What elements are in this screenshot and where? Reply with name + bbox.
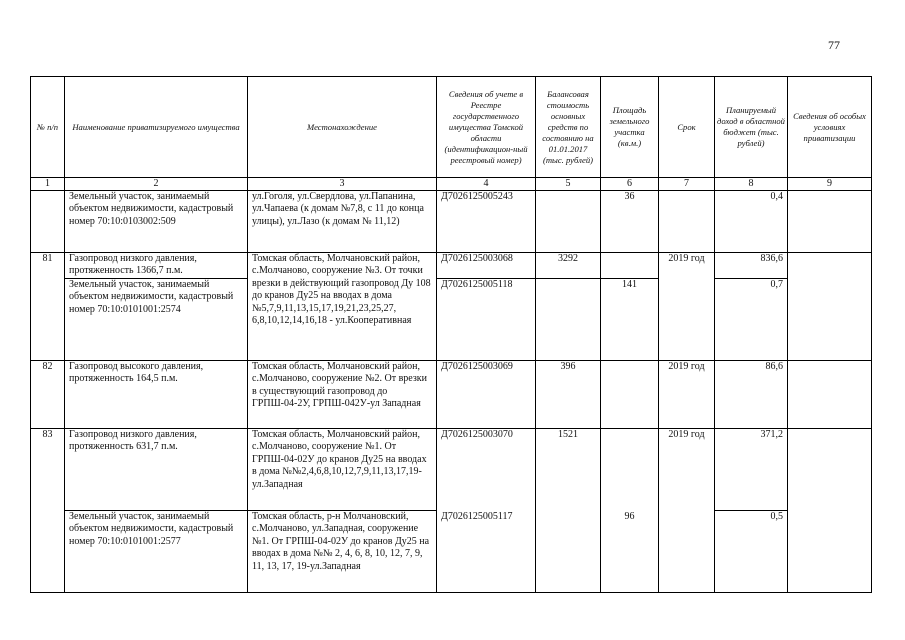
property-name: Газопровод низкого давления, протяженность 1366,7 п.м. <box>65 253 248 279</box>
term: 2019 год <box>659 361 715 429</box>
property-location: Томская область, р-н Молчановский, с.Молчаново, ул.Западная, сооружение №1. От ГРПШ-04-02У до кранов Ду25 на вводах в дома №№ 2, 4, 6, 8, 10, 12, 7, 9, 11, 13, 17, 19-ул.Западная <box>248 511 437 593</box>
balance-value: 1521 <box>536 429 601 511</box>
land-area: 36 <box>601 191 659 253</box>
special-conditions <box>788 429 872 511</box>
column-number: 3 <box>248 178 437 191</box>
column-number: 1 <box>31 178 65 191</box>
land-area <box>601 253 659 279</box>
header-number: № п/п <box>31 77 65 178</box>
table-row <box>31 279 872 361</box>
property-name: Земельный участок, занимаемый объектом недвижимости, кадастровый номер 70:10:0101001:2577 <box>65 511 248 593</box>
registry-number: Д7026125005243 <box>437 191 536 253</box>
property-location: Томская область, Молчановский район, с.Молчаново, сооружение №3. От точки врезки в действующий газопровод Ду 108 до кранов Ду25 на вводах в дома №5,7,9,11,13,15,17,19,21,23,25,27, 6,8,10,12,14,16,18 - ул.Кооперативная <box>248 253 437 361</box>
land-area <box>601 429 659 511</box>
header-row <box>31 77 872 178</box>
balance-value <box>536 511 601 593</box>
planned-income: 0,4 <box>715 191 788 253</box>
special-conditions <box>788 253 872 361</box>
header-location: Местонахождение <box>248 77 437 178</box>
special-conditions <box>788 511 872 593</box>
header-conditions: Сведения об особых условиях приватизации <box>788 77 872 178</box>
term <box>659 511 715 593</box>
column-number: 4 <box>437 178 536 191</box>
row-number: 82 <box>31 361 65 429</box>
property-name: Газопровод высокого давления, протяженность 164,5 п.м. <box>65 361 248 429</box>
planned-income: 836,6 <box>715 253 788 279</box>
property-name: Земельный участок, занимаемый объектом недвижимости, кадастровый номер 70:10:0101001:2574 <box>65 279 248 361</box>
property-location: Томская область, Молчановский район, с.Молчаново, сооружение №1. От ГРПШ-04-02У до кранов Ду25 на вводах в дома №№2,4,6,8,10,12,7,9,11,13,17,19-ул.Западная <box>248 429 437 511</box>
column-numbers-row <box>31 178 872 191</box>
column-number: 6 <box>601 178 659 191</box>
header-income: Планируемый доход в областной бюджет (тыс. рублей) <box>715 77 788 178</box>
privatization-table <box>30 76 872 593</box>
planned-income: 371,2 <box>715 429 788 511</box>
column-number: 9 <box>788 178 872 191</box>
property-name: Земельный участок, занимаемый объектом недвижимости, кадастровый номер 70:10:0103002:509 <box>65 191 248 253</box>
row-number: 83 <box>31 429 65 593</box>
land-area: 96 <box>601 511 659 593</box>
balance-value <box>536 279 601 361</box>
column-number: 8 <box>715 178 788 191</box>
row-number <box>31 191 65 253</box>
column-number: 7 <box>659 178 715 191</box>
header-area: Площадь земельного участка (кв.м.) <box>601 77 659 178</box>
balance-value: 3292 <box>536 253 601 279</box>
header-balance: Балансовая стоимость основных средств по состоянию на 01.01.2017 (тыс. рублей) <box>536 77 601 178</box>
table-row <box>31 511 872 593</box>
planned-income: 0,5 <box>715 511 788 593</box>
column-number: 2 <box>65 178 248 191</box>
property-location: Томская область, Молчановский район, с.Молчаново, сооружение №2. От врезки в существующий газопровод до ГРПШ-04-2У, ГРПШ-042У-ул Западная <box>248 361 437 429</box>
table-row <box>31 429 872 511</box>
table-row <box>31 191 872 253</box>
balance-value: 396 <box>536 361 601 429</box>
term: 2019 год <box>659 253 715 361</box>
land-area: 141 <box>601 279 659 361</box>
property-location: ул.Гоголя, ул.Свердлова, ул.Папанина, ул.Чапаева (к домам №7,8, с 11 до конца улицы), ул.Лазо (к домам № 11,12) <box>248 191 437 253</box>
registry-number: Д7026125003070 <box>437 429 536 511</box>
header-term: Срок <box>659 77 715 178</box>
term: 2019 год <box>659 429 715 511</box>
special-conditions <box>788 361 872 429</box>
special-conditions <box>788 191 872 253</box>
row-number: 81 <box>31 253 65 361</box>
planned-income: 86,6 <box>715 361 788 429</box>
column-number: 5 <box>536 178 601 191</box>
table-row <box>31 253 872 279</box>
term <box>659 191 715 253</box>
header-registry: Сведения об учете в Реестре государственного имущества Томской области (идентификацион-ный реестровый номер) <box>437 77 536 178</box>
page-number: 77 <box>828 38 840 52</box>
property-name: Газопровод низкого давления, протяженность 631,7 п.м. <box>65 429 248 511</box>
balance-value <box>536 191 601 253</box>
registry-number: Д7026125005118 <box>437 279 536 361</box>
planned-income: 0,7 <box>715 279 788 361</box>
registry-number: Д7026125003068 <box>437 253 536 279</box>
table-row <box>31 361 872 429</box>
registry-number: Д7026125005117 <box>437 511 536 593</box>
header-name: Наименование приватизируемого имущества <box>65 77 248 178</box>
land-area <box>601 361 659 429</box>
registry-number: Д7026125003069 <box>437 361 536 429</box>
